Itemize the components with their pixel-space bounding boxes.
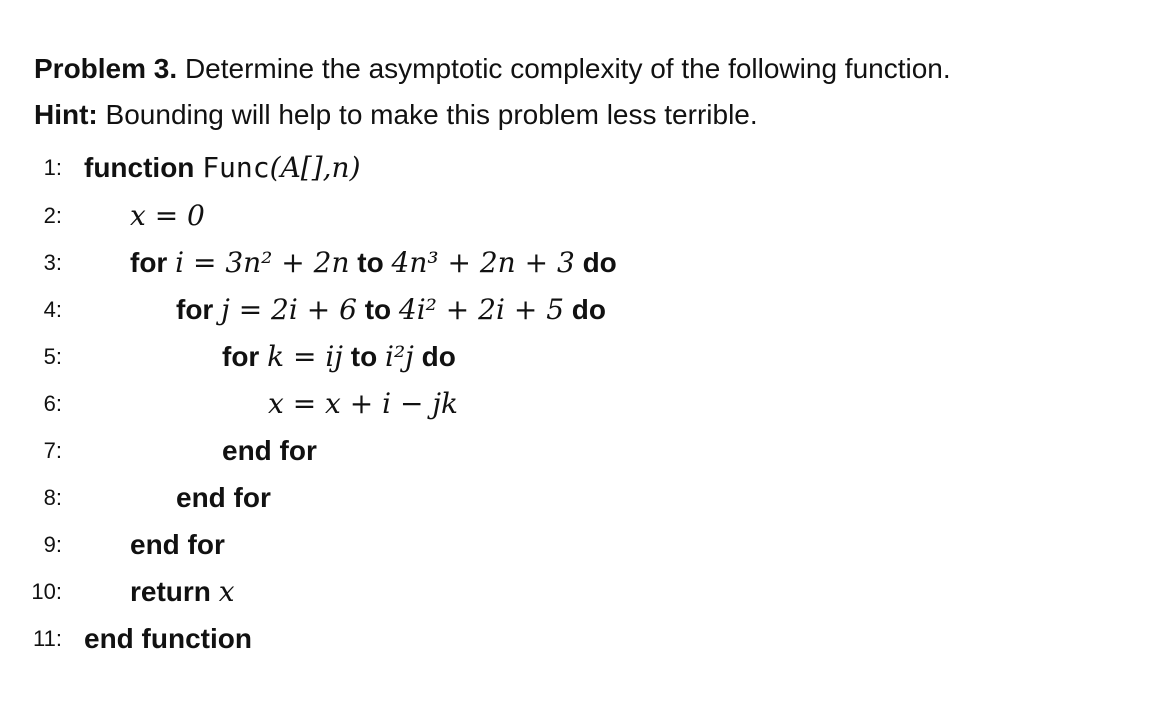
hint bbox=[34, 98, 758, 132]
math-expression: x bbox=[218, 575, 235, 608]
line-number: 8: bbox=[43, 485, 62, 510]
keyword: for bbox=[222, 341, 260, 372]
line-number: 4: bbox=[43, 297, 62, 322]
problem-statement bbox=[34, 52, 951, 86]
keyword: do bbox=[421, 341, 456, 372]
hint-label: Hint: bbox=[34, 99, 98, 130]
keyword: do bbox=[582, 247, 617, 278]
line-number: 5: bbox=[43, 344, 62, 369]
keyword: end for bbox=[222, 435, 317, 466]
line-number: 7: bbox=[43, 438, 62, 463]
keyword: for bbox=[130, 247, 168, 278]
math-expression: i²j bbox=[384, 340, 414, 373]
line-number: 11: bbox=[33, 626, 62, 651]
keyword: function bbox=[84, 152, 195, 183]
function-name: Func bbox=[202, 151, 270, 184]
keyword: end for bbox=[176, 482, 271, 513]
math-expression: x = 0 bbox=[130, 199, 205, 232]
line-number: 9: bbox=[43, 532, 62, 557]
line-number: 2: bbox=[43, 203, 62, 228]
line-code bbox=[130, 198, 205, 234]
math-expression: 4n³ + 2n + 3 bbox=[391, 246, 575, 279]
line-code bbox=[268, 386, 458, 422]
line-number: 1: bbox=[43, 155, 62, 180]
keyword: to bbox=[364, 294, 392, 325]
line-number: 6: bbox=[43, 391, 62, 416]
problem-label: Problem 3. bbox=[34, 53, 178, 84]
keyword: to bbox=[350, 341, 378, 372]
line-code bbox=[84, 150, 361, 186]
line-number: 3: bbox=[43, 250, 62, 275]
keyword: to bbox=[357, 247, 384, 278]
hint-text: Bounding will help to make this problem less terrible. bbox=[105, 99, 758, 130]
keyword: for bbox=[176, 294, 214, 325]
problem-text: Determine the asymptotic complexity of the following function. bbox=[184, 53, 951, 84]
line-code bbox=[222, 339, 456, 375]
math-expression: i = 3n² + 2n bbox=[175, 246, 350, 279]
math-expression: j = 2i + 6 bbox=[221, 293, 357, 326]
math-expression: k = ij bbox=[267, 340, 343, 373]
line-code bbox=[176, 292, 606, 328]
keyword: do bbox=[571, 294, 607, 325]
keyword: end for bbox=[130, 529, 225, 560]
line-code bbox=[130, 245, 617, 281]
line-code bbox=[130, 574, 234, 610]
keyword: return bbox=[130, 576, 211, 607]
math-expression: 4i² + 2i + 5 bbox=[398, 293, 565, 326]
line-number: 10: bbox=[31, 579, 62, 604]
math-expression: x = x + i − jk bbox=[268, 387, 458, 420]
keyword: end function bbox=[84, 623, 252, 654]
math-expression: (A[],n) bbox=[269, 151, 361, 184]
